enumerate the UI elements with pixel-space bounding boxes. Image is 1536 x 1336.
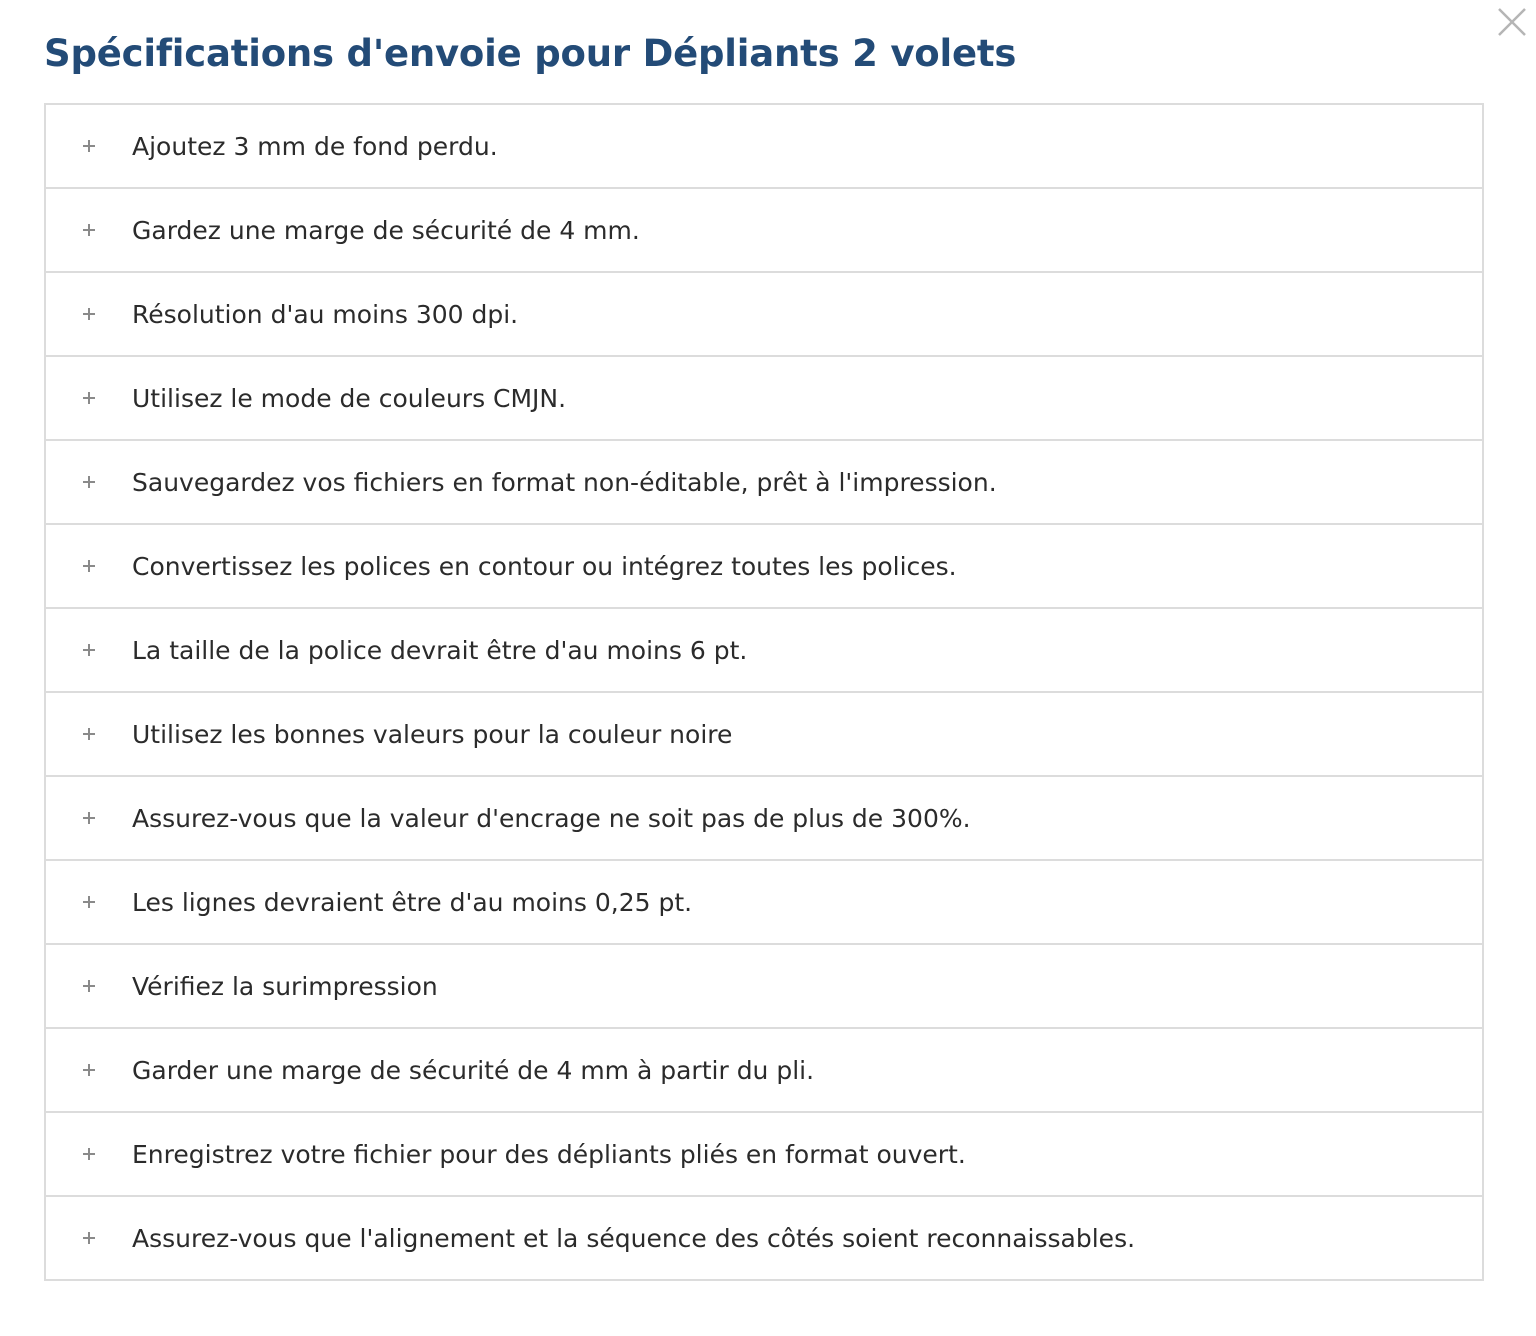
- spec-item[interactable]: [46, 187, 1482, 271]
- plus-icon: [46, 643, 132, 657]
- spec-item[interactable]: [46, 439, 1482, 523]
- plus-icon: [46, 139, 132, 153]
- spec-item-label: Garder une marge de sécurité de 4 mm à partir du pli.: [132, 1055, 815, 1085]
- spec-item-label: Assurez-vous que la valeur d'encrage ne soit pas de plus de 300%.: [132, 803, 971, 833]
- spec-item[interactable]: [46, 607, 1482, 691]
- spec-item[interactable]: [46, 271, 1482, 355]
- spec-item-label: Gardez une marge de sécurité de 4 mm.: [132, 215, 640, 245]
- spec-item[interactable]: [46, 775, 1482, 859]
- plus-icon: [46, 811, 132, 825]
- plus-icon: [46, 1063, 132, 1077]
- plus-icon: [46, 391, 132, 405]
- spec-item-label: Vérifiez la surimpression: [132, 971, 438, 1001]
- spec-item[interactable]: [46, 105, 1482, 187]
- spec-item[interactable]: [46, 1111, 1482, 1195]
- plus-icon: [46, 979, 132, 993]
- close-icon: [1497, 7, 1527, 37]
- plus-icon: [46, 1147, 132, 1161]
- plus-icon: [46, 475, 132, 489]
- plus-icon: [46, 223, 132, 237]
- spec-item[interactable]: [46, 859, 1482, 943]
- plus-icon: [46, 895, 132, 909]
- spec-item[interactable]: [46, 943, 1482, 1027]
- spec-item[interactable]: [46, 1027, 1482, 1111]
- spec-item-label: Utilisez le mode de couleurs CMJN.: [132, 383, 567, 413]
- spec-item-label: Convertissez les polices en contour ou intégrez toutes les polices.: [132, 551, 957, 581]
- spec-item-label: Ajoutez 3 mm de fond perdu.: [132, 131, 498, 161]
- spec-list: [44, 103, 1484, 1281]
- spec-item-label: Enregistrez votre fichier pour des dépliants pliés en format ouvert.: [132, 1139, 966, 1169]
- page-title: Spécifications d'envoie pour Dépliants 2 volets: [44, 32, 1017, 75]
- spec-item-label: Les lignes devraient être d'au moins 0,25 pt.: [132, 887, 693, 917]
- spec-item-label: La taille de la police devrait être d'au moins 6 pt.: [132, 635, 748, 665]
- plus-icon: [46, 559, 132, 573]
- spec-item-label: Utilisez les bonnes valeurs pour la couleur noire: [132, 719, 733, 749]
- plus-icon: [46, 307, 132, 321]
- close-button[interactable]: [1494, 4, 1530, 40]
- plus-icon: [46, 727, 132, 741]
- spec-item[interactable]: [46, 691, 1482, 775]
- plus-icon: [46, 1231, 132, 1245]
- spec-item[interactable]: [46, 1195, 1482, 1279]
- spec-item-label: Résolution d'au moins 300 dpi.: [132, 299, 519, 329]
- spec-item-label: Sauvegardez vos fichiers en format non-éditable, prêt à l'impression.: [132, 467, 997, 497]
- spec-item[interactable]: [46, 523, 1482, 607]
- spec-item[interactable]: [46, 355, 1482, 439]
- spec-item-label: Assurez-vous que l'alignement et la séquence des côtés soient reconnaissables.: [132, 1223, 1136, 1253]
